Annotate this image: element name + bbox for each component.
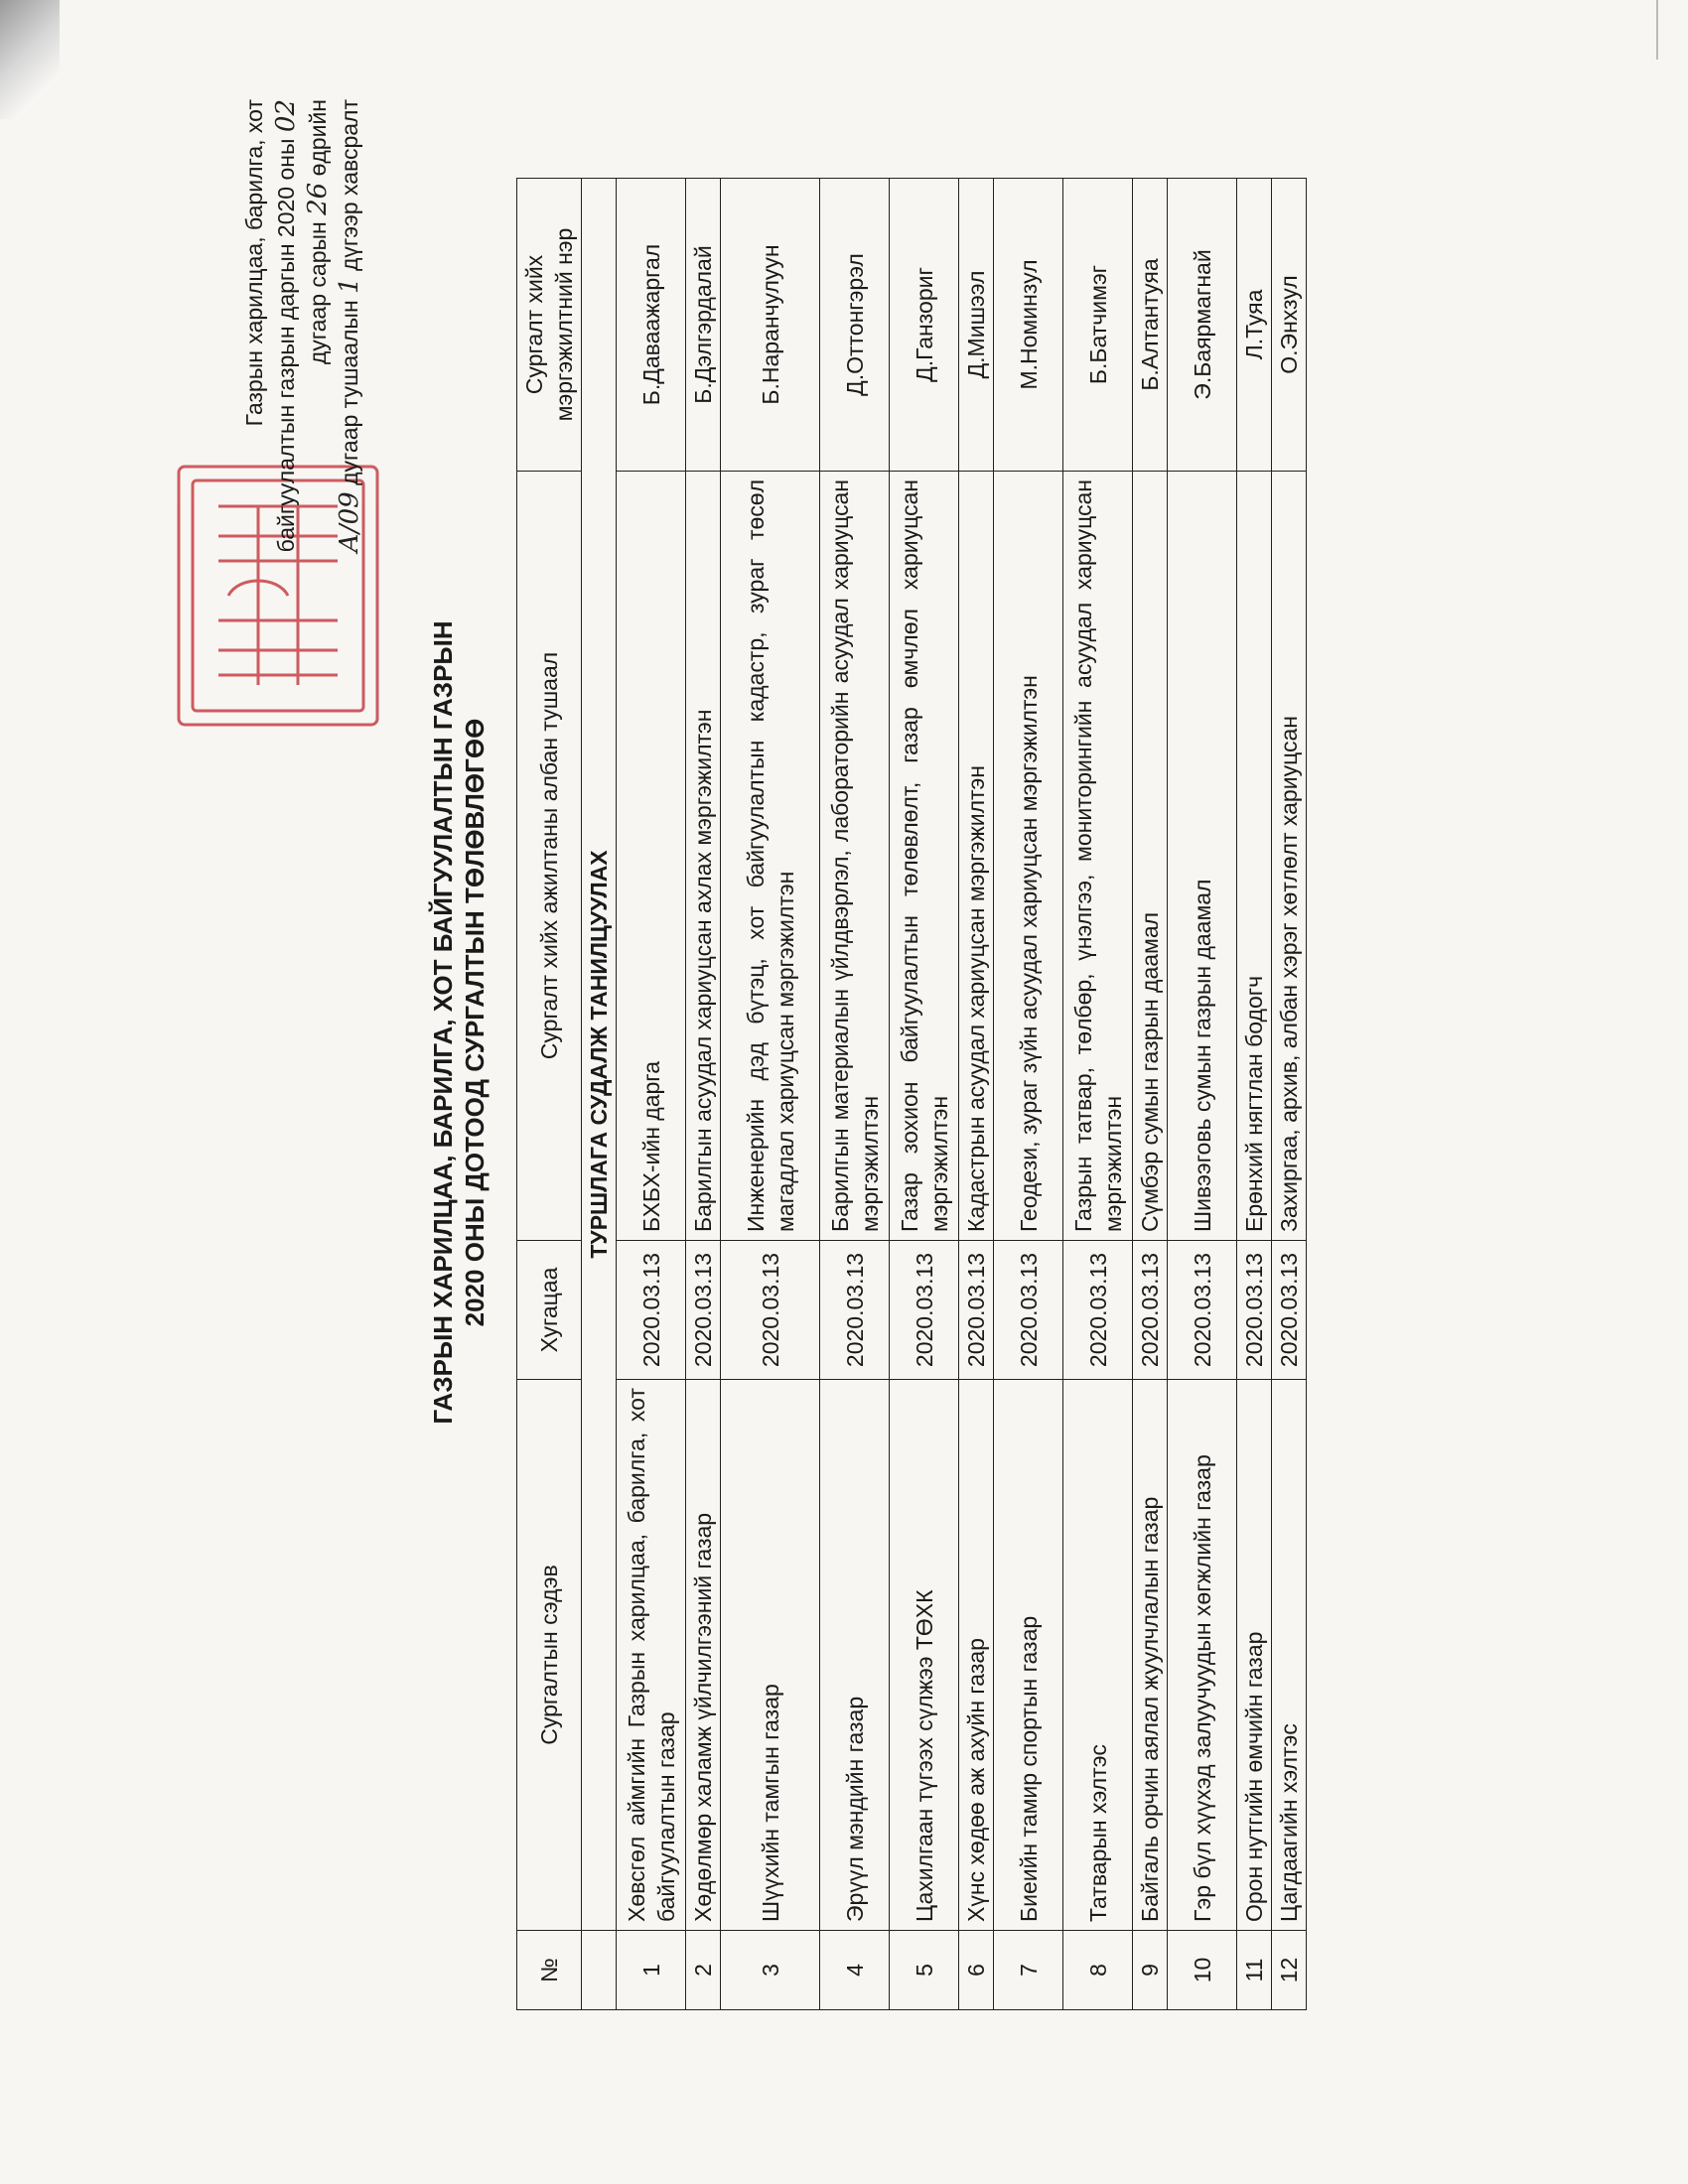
header-number: №: [517, 1931, 582, 2010]
row-name: Б.Батчимэг: [1063, 179, 1133, 472]
header-position: Сургалт хийх ажилтаны албан тушаал: [517, 472, 582, 1241]
table-row: [959, 179, 994, 2010]
row-number: 8: [1063, 1931, 1133, 2010]
row-topic: Татварын хэлтэс: [1063, 1380, 1133, 1931]
row-position: Инженерийн дэд бүтэц, хот байгуулалтын кадастр, зураг төсөл магадлал хариуцсан мэргэжилтэн: [721, 472, 820, 1241]
row-date: 2020.03.13: [686, 1241, 721, 1380]
row-date: 2020.03.13: [721, 1241, 820, 1380]
row-name: Б.Дэлгэрдалай: [686, 179, 721, 472]
row-topic: Биеийн тамир спортын газар: [994, 1380, 1063, 1931]
section-row: [582, 179, 617, 2010]
row-date: 2020.03.13: [820, 1241, 890, 1380]
row-number: 2: [686, 1931, 721, 2010]
row-name: Д.Мишээл: [959, 179, 994, 472]
handwritten-day: 26: [303, 182, 333, 215]
row-name: О.Энхзул: [1272, 179, 1307, 472]
row-date: 2020.03.13: [1237, 1241, 1272, 1380]
row-name: Б.Алтантуяа: [1133, 179, 1168, 472]
handwritten-order-number: А/09: [335, 491, 364, 553]
approval-note: [238, 99, 365, 695]
row-date: 2020.03.13: [890, 1241, 959, 1380]
table-header-row: [517, 179, 582, 2010]
row-name: Б.Наранчулуун: [721, 179, 820, 472]
table-row: [890, 179, 959, 2010]
table-row: [1063, 179, 1133, 2010]
table-row: [1168, 179, 1237, 2010]
handwritten-annex-number: 1: [335, 277, 364, 294]
row-position: Газрын татвар, төлбөр, үнэлгээ, мониторингийн асуудал хариуцсан мэргэжилтэн: [1063, 472, 1133, 1241]
approval-line-3: дугаар сарын 26 өдрийн: [303, 99, 333, 365]
table-row: [994, 179, 1063, 2010]
row-number: 6: [959, 1931, 994, 2010]
row-name: Д.Ганзориг: [890, 179, 959, 472]
title-line-2: 2020 ОНЫ ДОТООД СУРГАЛТЫН ТӨЛӨВЛӨГӨӨ: [460, 718, 490, 1327]
row-position: Сүмбэр сумын газрын даамал: [1133, 472, 1168, 1241]
row-position: Геодези, зураг зүйн асуудал хариуцсан мэргэжилтэн: [994, 472, 1063, 1241]
table-row: [686, 179, 721, 2010]
title-line-1: ГАЗРЫН ХАРИЛЦАА, БАРИЛГА, ХОТ БАЙГУУЛАЛТЫН ГАЗРЫН: [428, 620, 458, 1425]
row-number: 4: [820, 1931, 890, 2010]
table-row: [721, 179, 820, 2010]
row-position: Газар зохион байгуулалтын төлөвлөлт, газар өмчлөл хариуцсан мэргэжилтэн: [890, 472, 959, 1241]
row-position: Шивээговь сумын газрын даамал: [1168, 472, 1237, 1241]
row-position: Захиргаа, архив, албан хэрэг хөтлөлт хариуцсан: [1272, 472, 1307, 1241]
row-name: Э.Баярмагнай: [1168, 179, 1237, 472]
row-number: 5: [890, 1931, 959, 2010]
approval-line-2: байгуулалтын газрын даргын 2020 оны 02: [271, 99, 301, 553]
row-date: 2020.03.13: [1063, 1241, 1133, 1380]
row-number: 10: [1168, 1931, 1237, 2010]
row-date: 2020.03.13: [1133, 1241, 1168, 1380]
row-date: 2020.03.13: [1272, 1241, 1307, 1380]
row-topic: Орон нутгийн өмчийн газар: [1237, 1380, 1272, 1931]
handwritten-month: 02: [271, 99, 301, 133]
row-number: 12: [1272, 1931, 1307, 2010]
row-topic: Хөвсгөл аймгийн Газрын харилцаа, барилга, хот байгуулалтын газар: [617, 1380, 686, 1931]
approval-line-1: Газрын харилцаа, барилга, хот: [241, 99, 267, 427]
row-number: 3: [721, 1931, 820, 2010]
row-date: 2020.03.13: [617, 1241, 686, 1380]
row-number: 9: [1133, 1931, 1168, 2010]
row-date: 2020.03.13: [959, 1241, 994, 1380]
row-topic: Хүнс хөдөө аж ахуйн газар: [959, 1380, 994, 1931]
row-name: Л.Туяа: [1237, 179, 1272, 472]
row-name: М.Номинзул: [994, 179, 1063, 472]
row-date: 2020.03.13: [1168, 1241, 1237, 1380]
row-topic: Гэр бүл хүүхэд залуучуудын хөгжлийн газар: [1168, 1380, 1237, 1931]
row-name: Б.Даваажаргал: [617, 179, 686, 472]
row-topic: Байгаль орчин аялал жуулчлалын газар: [1133, 1380, 1168, 1931]
row-topic: Цахилгаан түгээх сүлжээ ТӨХК: [890, 1380, 959, 1931]
row-position: Кадастрын асуудал хариуцсан мэргэжилтэн: [959, 472, 994, 1241]
approval-line-4: А/09 дугаар тушаалын 1 дүгээр хавсралт: [335, 99, 364, 553]
row-number: 11: [1237, 1931, 1272, 2010]
table-row: [617, 179, 686, 2010]
row-topic: Цагдаагийн хэлтэс: [1272, 1380, 1307, 1931]
row-position: Ерөнхий нягтлан бодогч: [1237, 472, 1272, 1241]
header-topic: Сургалтын сэдэв: [517, 1380, 582, 1931]
table-row: [820, 179, 890, 2010]
table-row: [1133, 179, 1168, 2010]
row-position: Барилгын асуудал хариуцсан ахлах мэргэжилтэн: [686, 472, 721, 1241]
row-position: Барилгын материалын үйлдвэрлэл, лабораторийн асуудал хариуцсан мэргэжилтэн: [820, 472, 890, 1241]
header-name: Сургалт хийх мэргэжилтний нэр: [517, 179, 582, 472]
row-topic: Эрүүл мэндийн газар: [820, 1380, 890, 1931]
section-title: ТУРШЛАГА СУДАЛЖ ТАНИЛЦУУЛАХ: [582, 179, 617, 1931]
document-title: [427, 179, 491, 1866]
row-number: 1: [617, 1931, 686, 2010]
table-row: [1272, 179, 1307, 2010]
row-date: 2020.03.13: [994, 1241, 1063, 1380]
row-number: 7: [994, 1931, 1063, 2010]
row-name: Д.Оттонгэрэл: [820, 179, 890, 472]
table-row: [1237, 179, 1272, 2010]
row-position: БХБХ-ийн дарга: [617, 472, 686, 1241]
row-topic: Шүүхийн тамгын газар: [721, 1380, 820, 1931]
header-date: Хугацаа: [517, 1241, 582, 1380]
row-topic: Хөдөлмөр халамж үйлчилгээний газар: [686, 1380, 721, 1931]
table-body: [582, 179, 1307, 2010]
training-plan-table: [516, 178, 1307, 2010]
